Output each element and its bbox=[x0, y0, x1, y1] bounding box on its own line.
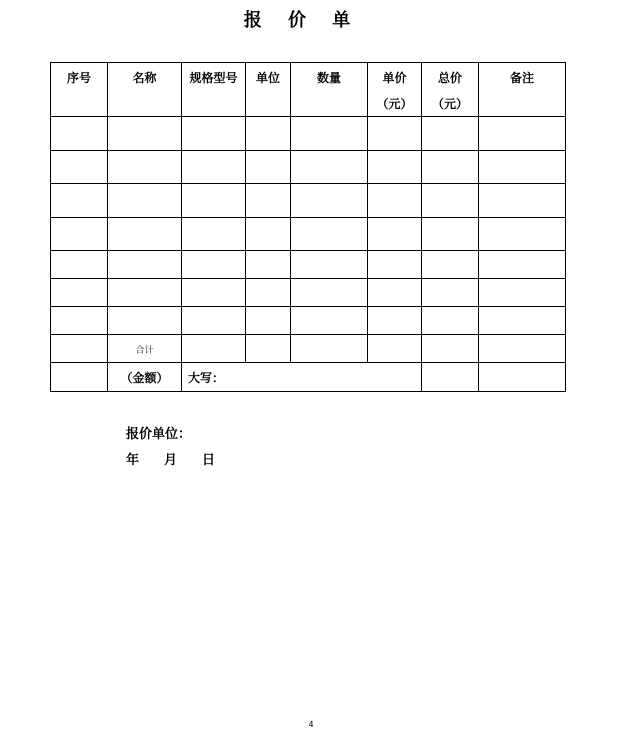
table-row bbox=[51, 184, 566, 218]
table-cell[interactable] bbox=[51, 184, 108, 218]
header-unit-price: 单价 （元） bbox=[368, 63, 422, 117]
table-cell[interactable] bbox=[291, 117, 368, 151]
header-remarks: 备注 bbox=[479, 63, 566, 117]
table-cell[interactable] bbox=[108, 184, 182, 218]
table-cell[interactable] bbox=[51, 218, 108, 251]
page-number: 4 bbox=[308, 720, 314, 729]
table-cell[interactable] bbox=[291, 218, 368, 251]
table-cell[interactable] bbox=[246, 117, 291, 151]
document-title: 报 价 单 bbox=[243, 10, 361, 31]
table-cell[interactable] bbox=[291, 151, 368, 184]
table-row bbox=[51, 117, 566, 151]
quote-table bbox=[50, 62, 566, 392]
table-cell[interactable] bbox=[182, 151, 246, 184]
amount-row bbox=[51, 363, 566, 392]
table-cell[interactable] bbox=[246, 335, 291, 363]
table-cell[interactable] bbox=[291, 251, 368, 279]
year-label: 年 bbox=[126, 453, 140, 468]
table-row bbox=[51, 151, 566, 184]
table-cell[interactable] bbox=[422, 218, 479, 251]
table-cell[interactable] bbox=[182, 279, 246, 307]
table-cell[interactable] bbox=[108, 251, 182, 279]
table-cell[interactable] bbox=[479, 251, 566, 279]
table-cell[interactable] bbox=[246, 251, 291, 279]
table-cell[interactable] bbox=[479, 279, 566, 307]
month-label: 月 bbox=[164, 453, 178, 468]
table-cell[interactable] bbox=[291, 279, 368, 307]
amount-in-words-field[interactable]: 大写： bbox=[182, 363, 422, 392]
table-cell[interactable] bbox=[246, 307, 291, 335]
table-cell[interactable] bbox=[182, 307, 246, 335]
table-row bbox=[51, 218, 566, 251]
table-header-row bbox=[51, 63, 566, 117]
header-spec-model: 规格型号 bbox=[182, 63, 246, 117]
table-cell[interactable] bbox=[368, 335, 422, 363]
table-cell[interactable] bbox=[422, 151, 479, 184]
table-cell[interactable] bbox=[368, 279, 422, 307]
table-cell[interactable] bbox=[368, 117, 422, 151]
table-cell[interactable] bbox=[108, 307, 182, 335]
table-cell[interactable] bbox=[246, 184, 291, 218]
header-serial-number: 序号 bbox=[51, 63, 108, 117]
table-cell[interactable] bbox=[51, 117, 108, 151]
table-cell[interactable] bbox=[182, 251, 246, 279]
table-cell[interactable] bbox=[108, 151, 182, 184]
table-cell[interactable] bbox=[51, 335, 108, 363]
table-cell[interactable] bbox=[108, 218, 182, 251]
table-cell[interactable] bbox=[368, 251, 422, 279]
table-cell[interactable] bbox=[291, 184, 368, 218]
table-cell[interactable] bbox=[291, 307, 368, 335]
table-cell[interactable] bbox=[479, 307, 566, 335]
header-name: 名称 bbox=[108, 63, 182, 117]
table-row bbox=[51, 279, 566, 307]
table-cell[interactable] bbox=[182, 335, 246, 363]
table-cell[interactable] bbox=[51, 251, 108, 279]
table-row bbox=[51, 251, 566, 279]
table-row bbox=[51, 307, 566, 335]
total-label: 合计 bbox=[108, 335, 182, 363]
table-cell[interactable] bbox=[182, 117, 246, 151]
table-cell[interactable] bbox=[246, 279, 291, 307]
table-cell[interactable] bbox=[422, 363, 479, 392]
table-cell[interactable] bbox=[479, 218, 566, 251]
table-cell[interactable] bbox=[422, 251, 479, 279]
table-cell[interactable] bbox=[422, 184, 479, 218]
signature-block bbox=[126, 425, 215, 477]
table-cell[interactable] bbox=[182, 218, 246, 251]
table-cell[interactable] bbox=[51, 279, 108, 307]
table-cell[interactable] bbox=[368, 218, 422, 251]
table-cell[interactable] bbox=[246, 218, 291, 251]
total-row bbox=[51, 335, 566, 363]
table-cell[interactable] bbox=[108, 117, 182, 151]
quoting-unit-label: 报价单位： bbox=[126, 427, 192, 442]
amount-label: （金额） bbox=[108, 363, 182, 392]
day-label: 日 bbox=[202, 453, 216, 468]
table-cell[interactable] bbox=[368, 184, 422, 218]
table-cell[interactable] bbox=[182, 184, 246, 218]
table-cell[interactable] bbox=[108, 279, 182, 307]
table-cell[interactable] bbox=[422, 307, 479, 335]
table-cell[interactable] bbox=[51, 151, 108, 184]
header-quantity: 数量 bbox=[291, 63, 368, 117]
table-cell[interactable] bbox=[479, 184, 566, 218]
table-cell[interactable] bbox=[422, 335, 479, 363]
table-cell[interactable] bbox=[51, 363, 108, 392]
table-cell[interactable] bbox=[246, 151, 291, 184]
table-cell[interactable] bbox=[479, 117, 566, 151]
header-unit: 单位 bbox=[246, 63, 291, 117]
table-cell[interactable] bbox=[479, 335, 566, 363]
table-cell[interactable] bbox=[51, 307, 108, 335]
table-cell[interactable] bbox=[291, 335, 368, 363]
date-line bbox=[126, 451, 215, 477]
header-total-price: 总价 （元） bbox=[422, 63, 479, 117]
table-cell[interactable] bbox=[368, 151, 422, 184]
table-cell[interactable] bbox=[422, 117, 479, 151]
table-cell[interactable] bbox=[368, 307, 422, 335]
table-cell[interactable] bbox=[479, 363, 566, 392]
table-cell[interactable] bbox=[422, 279, 479, 307]
table-cell[interactable] bbox=[479, 151, 566, 184]
